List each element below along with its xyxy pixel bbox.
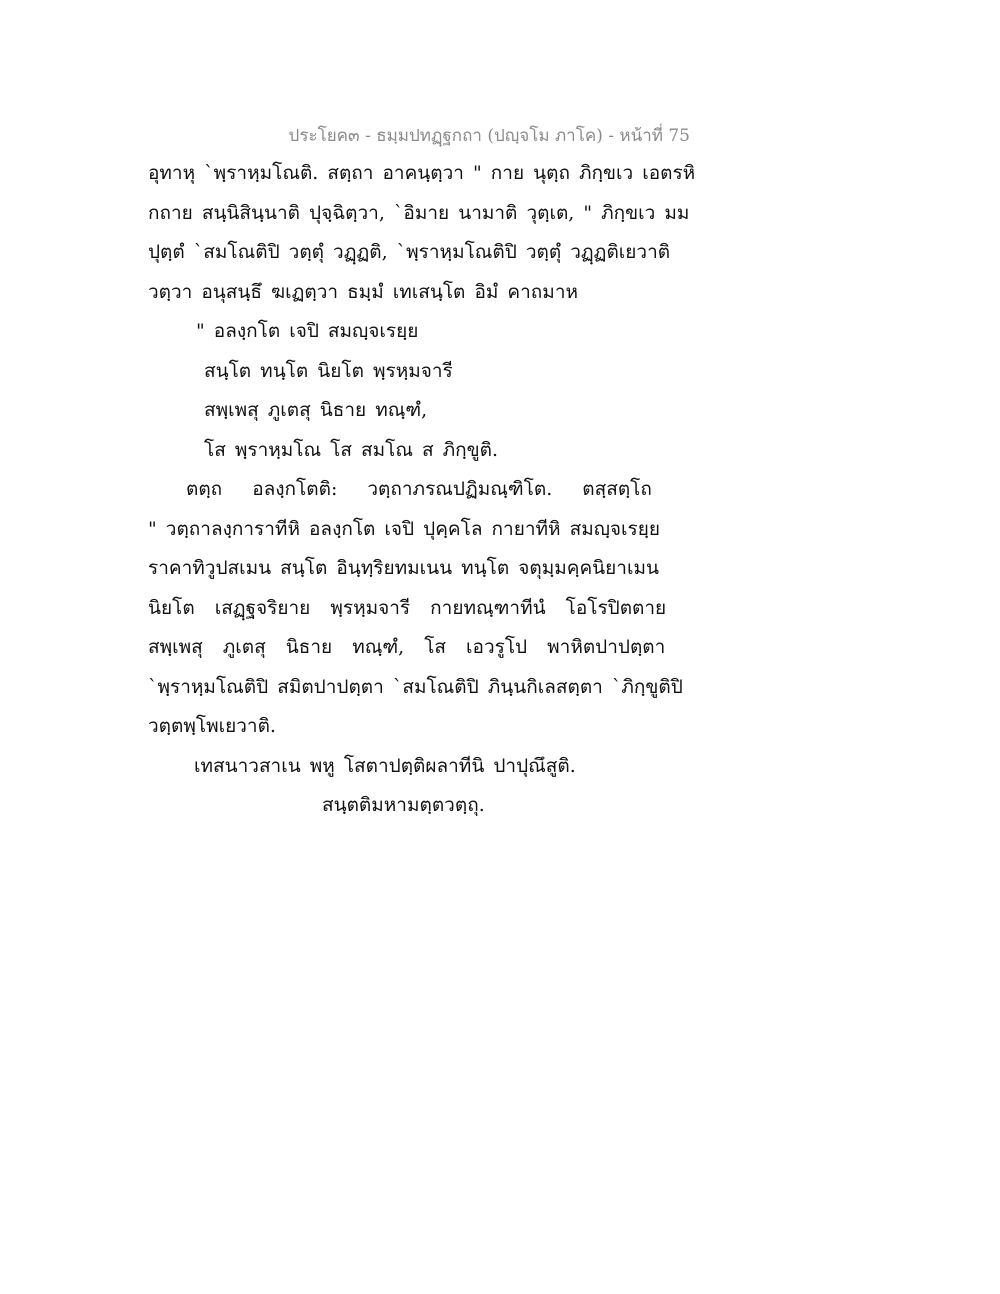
commentary-line: นิยโต เสฏฺฐจริยาย พฺรหฺมจารี กายทณฺฑาทีนํ โอโรปิตตาย — [148, 596, 667, 619]
verse-line: " อลงฺกโต เจปิ สมญฺจเรยฺย — [196, 320, 419, 342]
commentary-line: วตฺตพฺโพเยวาติ. — [148, 715, 276, 737]
verse-line: สพฺเพสุ ภูเตสุ นิธาย ทณฺฑํ, — [204, 399, 428, 421]
commentary-line: " วตฺถาลงฺการาทีหิ อลงฺกโต เจปิ ปุคฺคโล กายาทีหิ สมญฺจเรยฺย — [148, 517, 660, 540]
text-line: วตฺวา อนุสนฺธึ ฆเฏตฺวา ธมฺมํ เทเสนฺโต อิมํ คาถมาห — [148, 280, 579, 303]
commentary-line: สพฺเพสุ ภูเตสุ นิธาย ทณฺฑํ, โส เอวรูโป พาหิตปาปตฺตา — [148, 636, 666, 658]
verse-line: โส พฺราหฺมโณ โส สมโณ ส ภิกฺขูติ. — [204, 438, 499, 461]
commentary-line: ตตฺถ อลงฺกโตติ: วตฺถาภรณปฏิมณฺฑิโต. ตสฺสตฺโถ — [186, 478, 652, 500]
text-line: ปุตฺตํ `สมโณติปิ วตฺตุํ วฏฺฏติ, `พฺราหฺมโณติปิ วตฺตุํ วฏฺฏติเยวาติ — [148, 241, 671, 263]
commentary-line: ราคาทิวูปสเมน สนฺโต อินฺทฺริยทมเนน ทนฺโต จตุมฺมคฺคนิยาเมน — [148, 557, 659, 579]
text-line: กถาย สนฺนิสินฺนาติ ปุจฺฉิตฺวา, `อิมาย นามาติ วุตฺเต, " ภิกฺขเว มม — [148, 201, 690, 224]
story-title: สนฺตติมหามตฺตวตฺถุ. — [322, 794, 485, 816]
text-line: อุทาหุ `พฺราหฺมโณติ. สตฺถา อาคนฺตฺวา " กาย นุตฺถ ภิกฺขเว เอตรหิ — [148, 162, 696, 184]
commentary-line: `พฺราหฺมโณติปิ สมิตปาปตฺตา `สมโณติปิ ภินฺนกิเลสตฺตา `ภิกฺขูติปิ — [148, 675, 683, 698]
closing-line: เทสนาวสาเน พหู โสตาปตฺติผลาทีนิ ปาปุณึสูติ. — [194, 754, 576, 777]
verse-line: สนฺโต ทนฺโต นิยโต พฺรหฺมจารี — [204, 359, 453, 382]
running-header: ประโยค๓ - ธมฺมปทฏฺฐกถา (ปญฺจโม ภาโค) - หน้าที่ 75 — [288, 126, 690, 146]
body-text — [148, 158, 708, 830]
